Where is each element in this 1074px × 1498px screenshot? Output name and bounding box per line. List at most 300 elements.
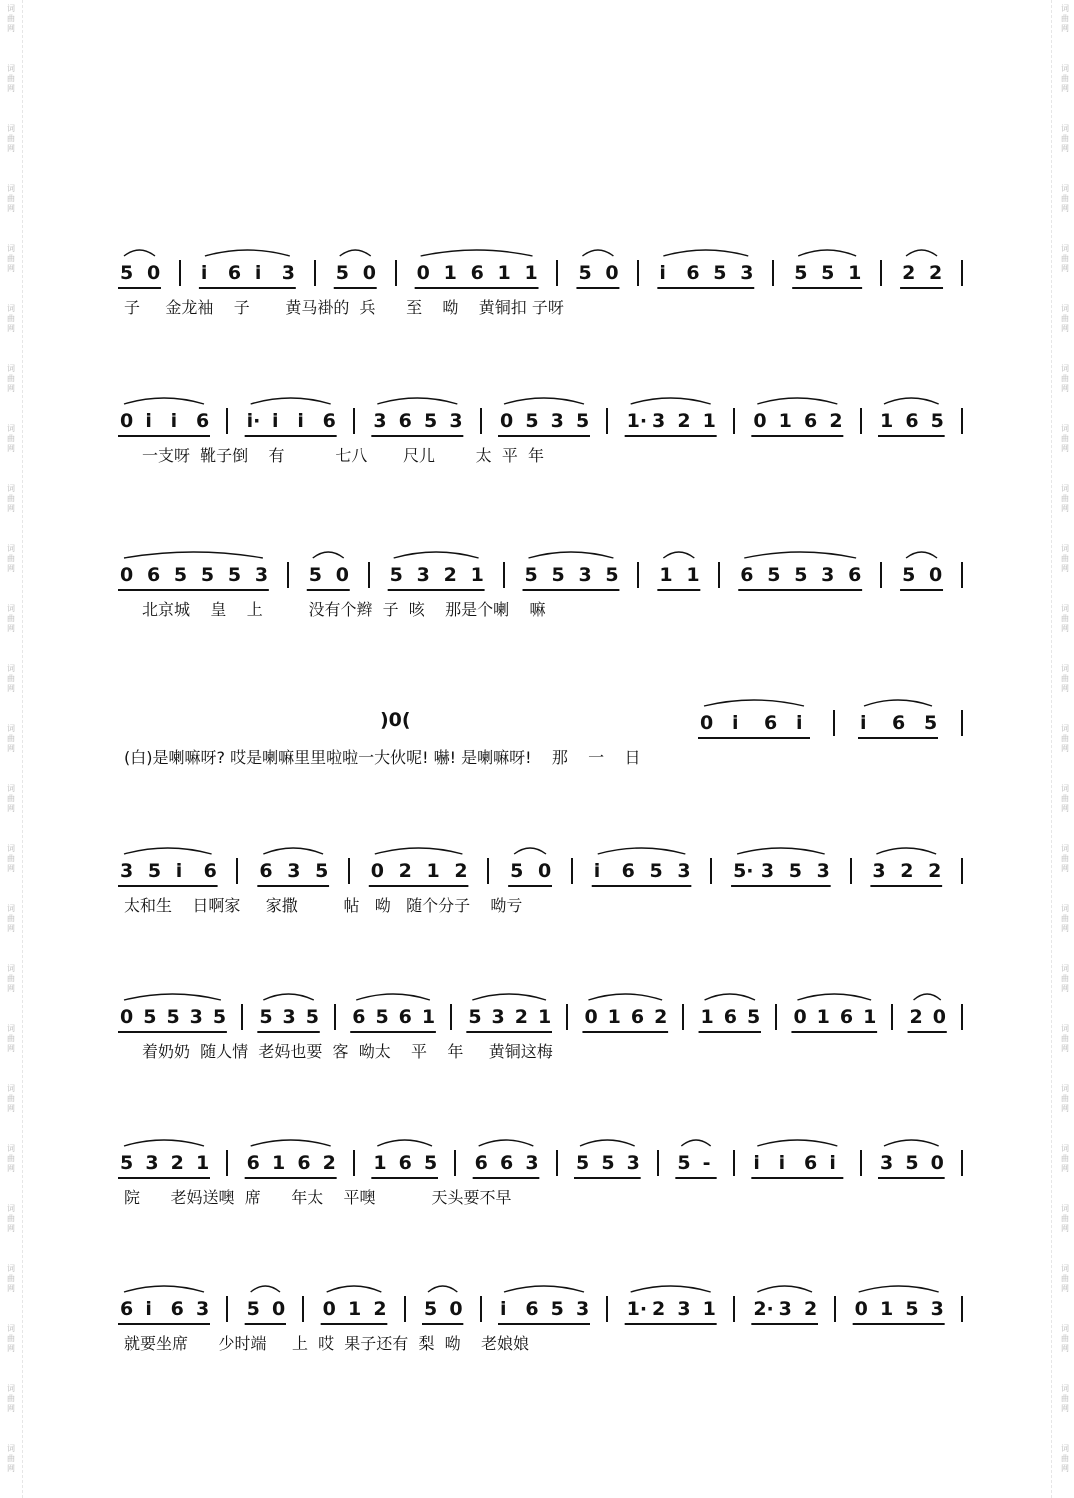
note: 3 [287,860,301,882]
note: i [272,410,279,432]
note: 3 [491,1006,505,1028]
watermark-stamp: 词 曲 网 [7,904,15,933]
note: 5 [713,262,727,284]
watermark-stamp: 词 曲 网 [1061,1144,1069,1173]
note: 1 [778,410,792,432]
note: 3 [576,1298,590,1320]
note: i [175,860,183,882]
note: 6 [146,564,161,586]
note: 1 [373,1152,387,1174]
slur-arc [124,994,221,1000]
note: 1 [880,410,894,432]
watermark-stamp: 词 曲 网 [1061,1444,1069,1473]
note: 1 [702,1298,716,1320]
note: 5 [905,1152,919,1174]
note: 5 [212,1006,227,1028]
note: i [145,1298,152,1320]
watermark-stamp: 词 曲 网 [1061,424,1069,453]
note: 0 [416,262,430,284]
note: 6 [259,860,273,882]
note: 3 [677,1298,691,1320]
slur-arc [251,1140,331,1146]
note: i [170,410,178,432]
lyrics-line: 太和生 日啊家 家撒 帖 呦 随个分子 呦亏 [124,896,523,915]
note: 5 [551,564,565,586]
note: 5 [510,860,524,882]
note: 1 [538,1006,552,1028]
slur-arc [313,552,344,558]
note: i [753,1152,760,1174]
watermark-stamp: 词 曲 网 [1061,1324,1069,1353]
watermark-stamp: 词 曲 网 [7,544,15,573]
note: 5 [576,410,590,432]
note: 6 [398,410,412,432]
note: 6 [621,860,635,882]
slur-arc [124,848,212,854]
score-row [0,708,1074,778]
slur-arc [421,250,533,256]
slur-arc [663,250,748,256]
note: 1 [426,860,440,882]
watermark-stamp: 词 曲 网 [1061,124,1069,153]
watermark-stamp: 词 曲 网 [7,4,15,33]
slur-arc [479,1140,534,1146]
note: 5· [733,860,754,882]
note: 5 [794,262,808,284]
note: 0 [793,1006,807,1028]
note: 5 [200,564,215,586]
note: 5 [120,1152,134,1174]
note: 6 [398,1152,412,1174]
watermark-stamp: 词 曲 网 [7,124,15,153]
note: - [702,1152,711,1174]
note: 2 [900,860,914,882]
note: 5 [143,1006,157,1028]
slur-arc [598,848,686,854]
slur-arc [884,398,939,404]
slur-arc [631,1286,711,1292]
lyrics-line: 一支呀 靴子倒 有 七八 尺儿 太 平 年 [142,446,545,465]
slur-arc [884,1140,939,1146]
note: 1 [497,262,511,284]
score-row [0,258,1074,328]
slur-arc [529,552,614,558]
note: 6 [474,1152,488,1174]
note: 5 [930,410,944,432]
slur-arc [514,848,546,854]
note: 6 [227,262,242,284]
note: 6 [297,1152,311,1174]
slur-arc [263,994,313,1000]
slur-arc [580,1140,635,1146]
watermark-stamp: 词 曲 网 [1061,844,1069,873]
note: 2 [398,860,412,882]
slur-arc [356,994,430,1000]
note: 6 [203,860,217,882]
watermark-stamp: 词 曲 网 [1061,4,1069,33]
note: 6 [740,564,754,586]
slur-arc [327,1286,382,1292]
note: 0 [854,1298,868,1320]
note: 1 [880,1298,894,1320]
watermark-stamp: 词 曲 网 [7,604,15,633]
note: 3 [550,410,564,432]
note: i [254,262,262,284]
watermark-stamp: 词 曲 网 [7,1384,15,1413]
watermark-stamp: 词 曲 网 [1061,544,1069,573]
note: 3 [373,410,387,432]
watermark-stamp: 词 曲 网 [1061,664,1069,693]
watermark-stamp: 词 曲 网 [7,1144,15,1173]
slur-arc [859,1286,939,1292]
watermark-stamp: 词 曲 网 [7,424,15,453]
note: 2 [322,1152,336,1174]
watermark-stamp: 词 曲 网 [1061,904,1069,933]
note: 5 [424,1152,438,1174]
slur-arc [504,1286,584,1292]
lyrics-line: 就要坐席 少时端 上 哎 果子还有 梨 呦 老娘娘 [124,1334,529,1353]
slur-arc [504,398,584,404]
note: 3 [652,410,666,432]
note: i [200,262,208,284]
note: 0 [929,564,943,586]
note: 3 [525,1152,539,1174]
note: 5 [525,410,539,432]
slur-arc [663,552,694,558]
note: i [145,410,152,432]
note: 5 [905,1298,919,1320]
watermark-stamp: 词 曲 网 [1061,1384,1069,1413]
lyrics-line: 院 老妈送噢 席 年太 平噢 天头要不早 [124,1188,512,1207]
note: 3 [816,860,830,882]
score-row [0,406,1074,476]
note: 2 [373,1298,387,1320]
note: 0 [120,410,134,432]
note: 0 [930,1152,944,1174]
note: 0 [362,262,376,284]
note: 0 [605,262,619,284]
slur-arc [428,1286,457,1292]
note: 0 [449,1298,463,1320]
note: 5 [902,564,916,586]
note: i [593,860,601,882]
watermark-stamp: 词 曲 网 [1061,364,1069,393]
note: 3 [282,1006,296,1028]
note: 3 [740,262,754,284]
note: 1 [848,262,862,284]
note: 5 [305,1006,319,1028]
slur-arc [263,848,323,854]
slur-arc [124,1286,204,1292]
note: 5 [389,564,403,586]
note: 2 [652,1298,666,1320]
note: i [860,712,867,734]
lyrics-line: (白)是喇嘛呀? 哎是喇嘛里里啦啦一大伙呢! 嚇! 是喇嘛呀! 那 一 日 [124,748,641,767]
note: 1 [700,1006,714,1028]
note: 5 [524,564,538,586]
watermark-stamp: 词 曲 网 [1061,184,1069,213]
note: 2 [677,410,691,432]
note: 3 [254,564,269,586]
note: 3 [416,564,430,586]
note: 5 [677,1152,691,1174]
note: 5 [120,262,134,284]
note: 5 [259,1006,273,1028]
note: i [297,410,304,432]
note: 5 [468,1006,482,1028]
note: 6 [804,410,818,432]
rest-marker: )0( [380,709,411,731]
note: 2 [929,262,943,284]
note: 6 [196,410,210,432]
score-row [0,856,1074,926]
note: 0 [932,1006,946,1028]
note: 5 [788,860,803,882]
note: 5 [601,1152,615,1174]
watermark-stamp: 词 曲 网 [7,184,15,213]
slur-arc [582,250,613,256]
note: 6 [352,1006,366,1028]
slur-arc [340,250,371,256]
note: 1 [702,410,716,432]
score-row [0,1294,1074,1364]
lyrics-line: 着奶奶 随人情 老妈也要 客 呦太 平 年 黄铜这梅 [142,1042,553,1061]
slur-arc [797,994,871,1000]
watermark-stamp: 词 曲 网 [7,844,15,873]
note: 5 [173,564,188,586]
watermark-stamp: 词 曲 网 [1061,1024,1069,1053]
note: 5 [375,1006,389,1028]
watermark-stamp: 词 曲 网 [7,784,15,813]
note: 6 [170,1298,184,1320]
slur-arc [124,552,263,558]
note: 6 [892,712,906,734]
watermark-stamp: 词 曲 网 [7,364,15,393]
note: 3 [449,410,463,432]
note: 3 [778,1298,792,1320]
slur-arc [124,398,204,404]
note: 6 [246,1152,260,1174]
note: 3 [677,860,691,882]
watermark-stamp: 词 曲 网 [1061,1264,1069,1293]
slur-arc [375,848,463,854]
note: 3 [196,1298,210,1320]
note: 3 [880,1152,894,1174]
note: 3 [281,262,296,284]
slur-arc [906,552,937,558]
note: 6 [723,1006,737,1028]
watermark-stamp: 词 曲 网 [1061,244,1069,273]
note: 3 [930,1298,944,1320]
slur-arc [124,250,155,256]
note: 1 [816,1006,830,1028]
slur-arc [251,1286,280,1292]
note: 1 [272,1152,286,1174]
note: 5 [246,1298,260,1320]
note: 3 [821,564,835,586]
note: 1· [626,1298,648,1320]
note: 2 [443,564,457,586]
slur-arc [394,552,479,558]
note: 3 [578,564,592,586]
slur-arc [251,398,331,404]
note: 5 [649,860,663,882]
slur-arc [757,1140,837,1146]
note: 6 [120,1298,134,1320]
note: 3 [189,1006,203,1028]
note: 5 [424,1298,438,1320]
slur-arc [737,848,825,854]
note: 1· [626,410,648,432]
slur-arc [906,250,937,256]
note: 1 [686,564,700,586]
note: 5 [924,712,938,734]
note: i [829,1152,836,1174]
note: 5 [767,564,781,586]
watermark-stamp: 词 曲 网 [7,244,15,273]
score-row [0,1148,1074,1218]
note: 0 [500,410,514,432]
note: 1 [659,564,673,586]
note: 6 [848,564,862,586]
note: 3 [120,860,134,882]
slur-arc [744,552,856,558]
note: 6 [525,1298,539,1320]
note: 6 [686,262,700,284]
note: 2 [454,860,468,882]
note: 3 [145,1152,159,1174]
watermark-stamp: 词 曲 网 [1061,484,1069,513]
note: 5 [550,1298,564,1320]
slur-arc [864,700,932,706]
watermark-stamp: 词 曲 网 [7,304,15,333]
note: 0 [370,860,385,882]
watermark-stamp: 词 曲 网 [1061,784,1069,813]
slur-arc [704,700,804,706]
note: 6 [764,712,778,734]
note: 1 [607,1006,621,1028]
note: 5 [747,1006,761,1028]
note: 6 [322,410,336,432]
note: 0 [146,262,161,284]
lyrics-line: 子 金龙袖 子 黄马褂的 兵 至 呦 黄铜扣 子呀 [124,298,564,317]
watermark-stamp: 词 曲 网 [1061,64,1069,93]
slur-arc [124,1140,204,1146]
note: 0 [120,564,134,586]
note: 3 [760,860,775,882]
slur-arc [876,848,936,854]
note: 1 [196,1152,210,1174]
note: 2 [514,1006,528,1028]
note: 2 [902,262,916,284]
note: 0 [120,1006,134,1028]
note: 1 [524,262,538,284]
note: 0 [753,410,767,432]
note: i [778,1152,786,1174]
note: 5 [315,860,329,882]
watermark-stamp: 词 曲 网 [7,724,15,753]
note: 5 [794,564,808,586]
note: 3 [626,1152,640,1174]
note: 6 [470,262,484,284]
note: i [500,1298,507,1320]
note: 6 [500,1152,514,1174]
watermark-stamp: 词 曲 网 [7,1444,15,1473]
note: 0 [700,712,714,734]
note: 3 [872,860,886,882]
watermark-stamp: 词 曲 网 [7,1324,15,1353]
note: 0 [322,1298,336,1320]
note: i [732,712,739,734]
slur-arc [757,398,837,404]
note: 1 [421,1006,436,1028]
watermark-stamp: 词 曲 网 [1061,724,1069,753]
score-row [0,1002,1074,1072]
watermark-stamp: 词 曲 网 [7,964,15,993]
note: 0 [584,1006,598,1028]
note: 5 [821,262,835,284]
note: 2· [753,1298,774,1320]
watermark-stamp: 词 曲 网 [7,1264,15,1293]
note: 5 [424,410,438,432]
note: 5 [576,1152,590,1174]
note: 2 [170,1152,184,1174]
note: 6 [839,1006,854,1028]
note: 2 [928,860,942,882]
note: 0 [272,1298,286,1320]
slur-arc [681,1140,710,1146]
watermark-stamp: 词 曲 网 [7,1204,15,1233]
note: 0 [538,860,552,882]
slur-arc [705,994,755,1000]
slur-arc [914,994,941,1000]
watermark-stamp: 词 曲 网 [1061,1204,1069,1233]
note: 1 [470,564,484,586]
note: 1 [863,1006,877,1028]
note: 6 [630,1006,645,1028]
note: 0 [335,564,349,586]
slur-arc [377,1140,432,1146]
note: i [796,712,803,734]
slur-arc [798,250,856,256]
note: 5 [335,262,349,284]
slur-arc [377,398,457,404]
note: 5 [605,564,619,586]
note: 5 [147,860,162,882]
watermark-stamp: 词 曲 网 [1061,304,1069,333]
note: 5 [227,564,242,586]
note: i· [246,410,261,432]
note: 5 [308,564,322,586]
note: 6 [804,1152,818,1174]
watermark-stamp: 词 曲 网 [7,1084,15,1113]
note: 5 [166,1006,180,1028]
note: 2 [654,1006,668,1028]
watermark-stamp: 词 曲 网 [1061,604,1069,633]
slur-arc [588,994,662,1000]
slur-arc [205,250,290,256]
watermark-stamp: 词 曲 网 [1061,1084,1069,1113]
note: 2 [909,1006,923,1028]
watermark-stamp: 词 曲 网 [7,664,15,693]
note: 1 [348,1298,362,1320]
note: i [659,262,666,284]
note: 2 [804,1298,818,1320]
note: 5 [578,262,592,284]
watermark-stamp: 词 曲 网 [7,484,15,513]
watermark-stamp: 词 曲 网 [7,64,15,93]
slur-arc [472,994,546,1000]
